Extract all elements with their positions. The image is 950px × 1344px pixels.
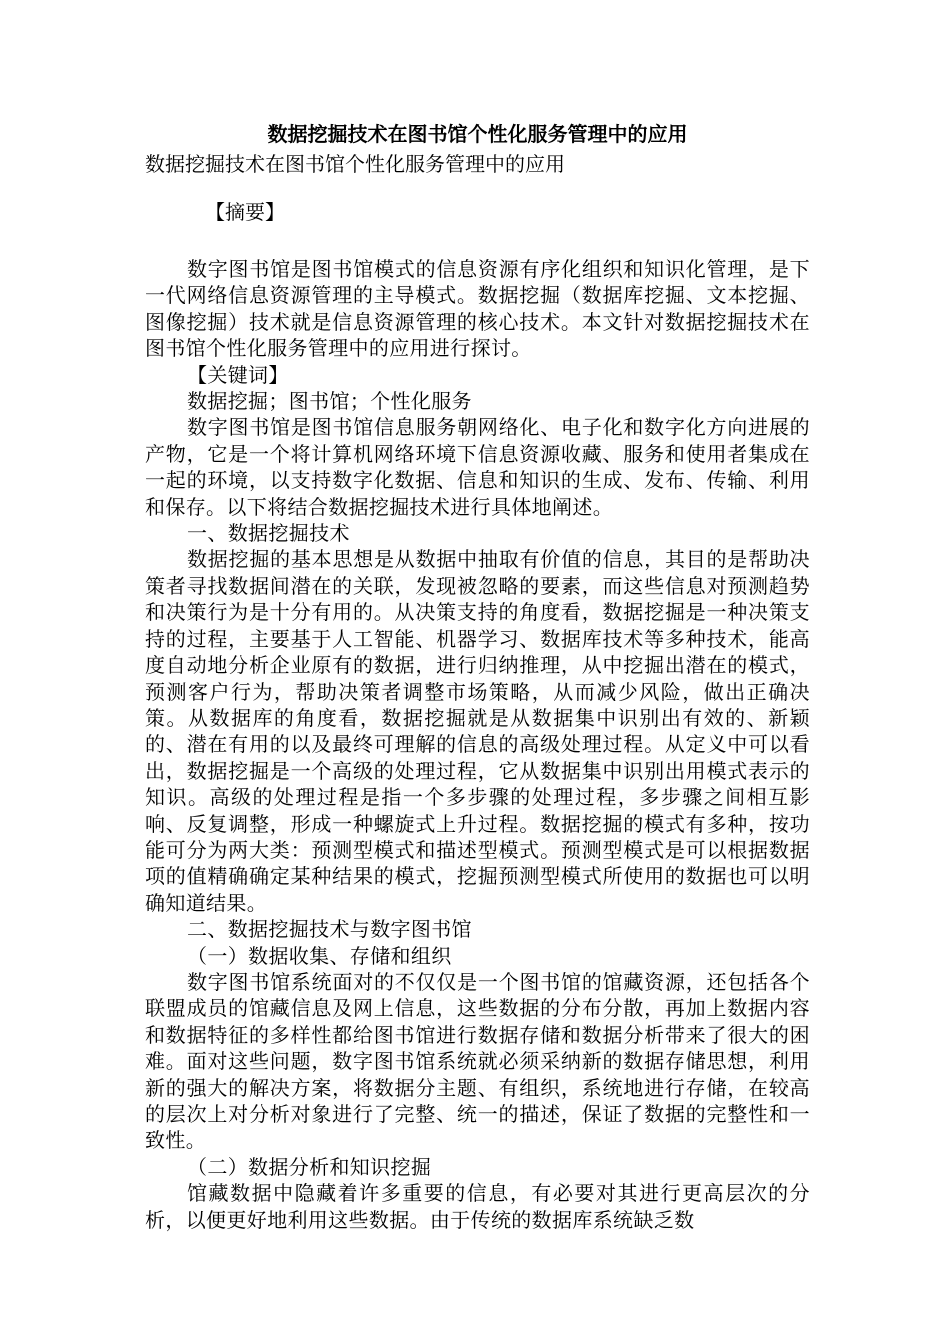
- document-title: 数据挖掘技术在图书馆个性化服务管理中的应用: [267, 122, 688, 146]
- abstract-paragraph: 数字图书馆是图书馆模式的信息资源有序化组织和知识化管理，是下一代网络信息资源管理的主导模式。数据挖掘（数据库挖掘、文本挖掘、图像挖掘）技术就是信息资源管理的核心技术。本文针对数据挖掘技术在图书馆个性化服务管理中的应用进行探讨。: [145, 257, 810, 361]
- keywords-line: 数据挖掘；图书馆；个性化服务: [187, 389, 472, 414]
- section-heading-digital-library: 二、数据挖掘技术与数字图书馆: [187, 917, 472, 942]
- section-paragraph-data-mining: 数据挖掘的基本思想是从数据中抽取有价值的信息，其目的是帮助决策者寻找数据间潜在的关联，发现被忽略的要素，而这些信息对预测趋势和决策行为是十分有用的。从决策支持的角度看，数据挖掘是一种决策支持的过程，主要基于人工智能、机器学习、数据库技术等多种技术，能高度自动地分析企业原有的数据，进行归纳推理，从中挖掘出潜在的模式，预测客户行为，帮助决策者调整市场策略，从而减少风险，做出正确决策。从数据库的角度看，数据挖掘就是从数据集中识别出有效的、新颖的、潜在有用的以及最终可理解的信息的高级处理过程。从定义中可以看出，数据挖掘是一个高级的处理过程，它从数据集中识别出用模式表示的知识。高级的处理过程是指一个多步骤的处理过程，多步骤之间相互影响、反复调整，形成一种螺旋式上升过程。数据挖掘的模式有多种，按功能可分为两大类：预测型模式和描述型模式。预测型模式是可以根据数据项的值精确确定某种结果的模式，挖掘预测型模式所使用的数据也可以明确知道结果。: [145, 547, 810, 915]
- document-body: [145, 256, 810, 1233]
- keywords-heading: 【关键词】: [187, 362, 289, 387]
- intro-paragraph: 数字图书馆是图书馆信息服务朝网络化、电子化和数字化方向进展的产物，它是一个将计算机网络环境下信息资源收藏、服务和使用者集成在一起的环境，以支持数字化数据、信息和知识的生成、发布、传输、利用和保存。以下将结合数据挖掘技术进行具体地阐述。: [145, 415, 810, 519]
- subsection-paragraph-data-collection: 数字图书馆系统面对的不仅仅是一个图书馆的馆藏资源，还包括各个联盟成员的馆藏信息及网上信息，这些数据的分布分散，再加上数据内容和数据特征的多样性都给图书馆进行数据存储和数据分析带来了很大的困难。面对这些问题，数字图书馆系统就必须采纳新的数据存储思想，利用新的强大的解决方案，将数据分主题、有组织，系统地进行存储，在较高的层次上对分析对象进行了完整、统一的描述，保证了数据的完整性和一致性。: [145, 969, 810, 1153]
- subsection-paragraph-knowledge-mining: 馆藏数据中隐藏着许多重要的信息，有必要对其进行更高层次的分析，以便更好地利用这些数据。由于传统的数据库系统缺乏数: [145, 1181, 810, 1232]
- abstract-heading: 【摘要】: [205, 200, 285, 224]
- document-page: [145, 118, 810, 1233]
- subsection-heading-data-collection: （一）数据收集、存储和组织: [187, 943, 452, 968]
- section-heading-data-mining: 一、数据挖掘技术: [187, 521, 350, 546]
- document-subtitle: 数据挖掘技术在图书馆个性化服务管理中的应用: [145, 152, 565, 176]
- subsection-heading-knowledge-mining: （二）数据分析和知识挖掘: [187, 1154, 432, 1179]
